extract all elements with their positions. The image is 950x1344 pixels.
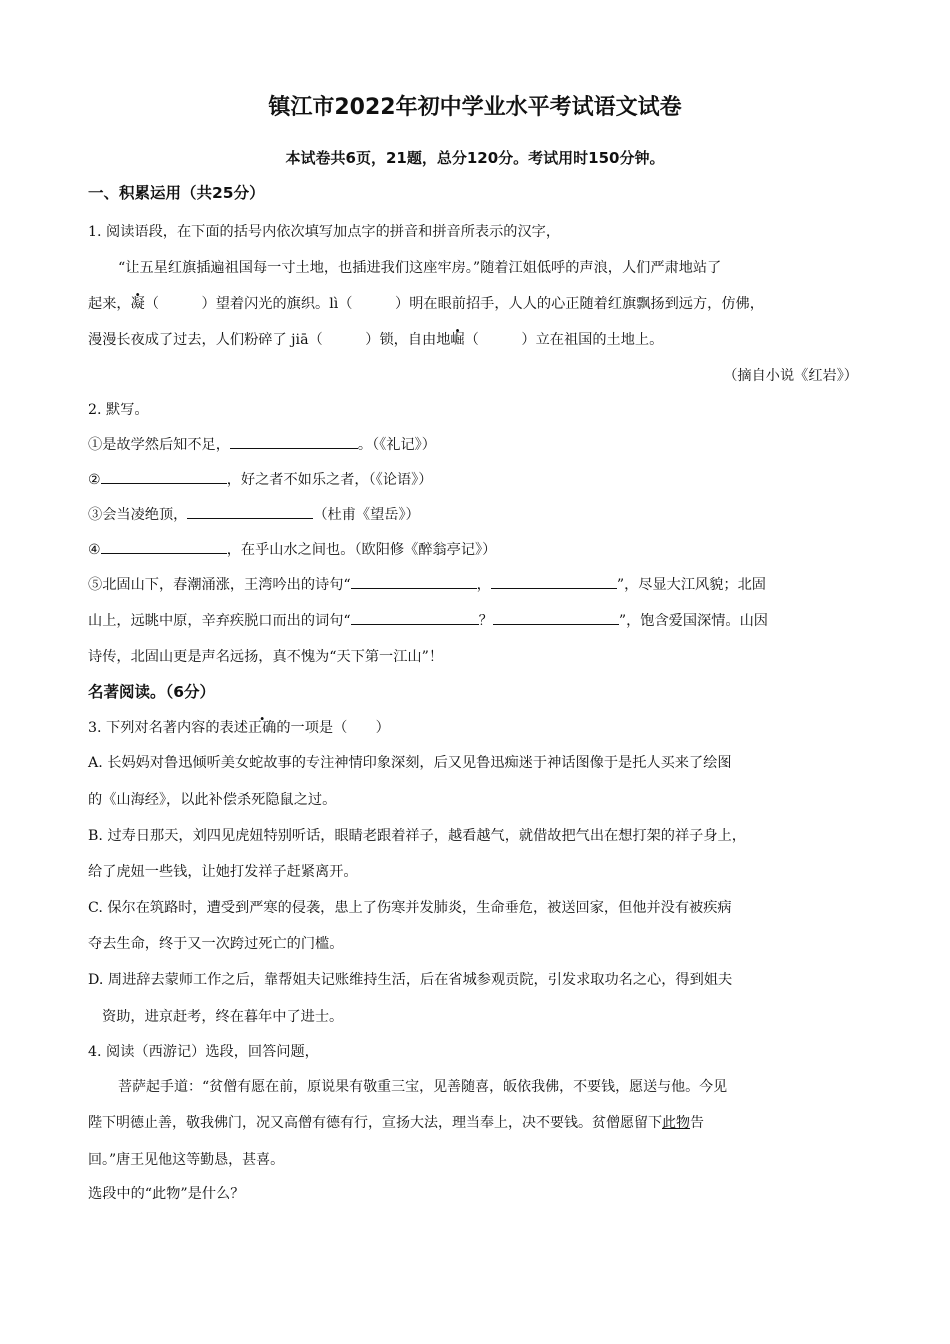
q2-item-5-text-a: ⑤北固山下，春潮涌涨，王湾吟出的诗句“	[88, 577, 351, 593]
q3-option-b-line-1: B. 过寿日那天，刘四见虎妞特别听话，眼睛老跟着祥子，越看越气，就借故把气出在想打架的祥子身上，	[88, 828, 746, 844]
answer-blank[interactable]	[230, 434, 358, 449]
q2-item-5-question: ？	[478, 613, 493, 629]
q2-item-5-line-1	[88, 574, 766, 595]
answer-blank[interactable]	[493, 610, 619, 625]
q3-stem	[88, 718, 390, 738]
q2-item-5-text-c: ”，尽显大江风貌；北固	[616, 577, 766, 593]
q2-item-1-source: 。（《礼记》）	[357, 437, 436, 453]
exam-title: 镇江市2022年初中学业水平考试语文试卷	[268, 95, 682, 120]
exam-subtitle: 本试卷共6页，21题，总分120分。考试用时150分钟。	[285, 149, 665, 167]
q2-item-3	[88, 504, 420, 525]
q2-item-2	[88, 469, 432, 490]
q4-passage-line-1: 菩萨起手道：“贫僧有愿在前，原说果有敬重三宝，见善随喜，皈依我佛，不要钱，愿送与他。今见	[118, 1079, 728, 1095]
q2-item-1	[88, 434, 436, 455]
q4-passage-line-2	[88, 1113, 704, 1133]
q3-option-b-line-2: 给了虎妞一些钱，让她打发祥子赶紧离开。	[88, 864, 358, 880]
q2-item-1-text: ①是故学然后知不足，	[88, 437, 230, 453]
q3-stem-text-b: 的一项是（ ）	[276, 720, 390, 736]
q1-line3-text-a: 漫漫长夜成了过去，人们粉碎了 jiā（ ）锁，自由地	[88, 332, 451, 348]
q3-option-a-line-2: 的《山海经》，以此补偿杀死隐鼠之过。	[88, 792, 337, 808]
answer-blank[interactable]	[351, 610, 479, 625]
q2-item-3-text: ③会当凌绝顶，	[88, 507, 188, 523]
q3-option-c-line-1: C. 保尔在筑路时，遭受到严寒的侵袭，患上了伤寒并发肺炎，生命垂危，被送回家，但他并没有被疾病	[88, 900, 732, 916]
q2-item-3-source: （杜甫《望岳》）	[313, 507, 420, 523]
q2-item-4	[88, 539, 496, 560]
q2-item-5-line-2	[88, 610, 768, 631]
q3-option-d-line-2: 资助，进京赶考，终在暮年中了进士。	[102, 1009, 344, 1025]
q4-underlined-word: 此物	[662, 1115, 690, 1131]
answer-blank[interactable]	[351, 574, 477, 589]
q1-stem: 1. 阅读语段，在下面的括号内依次填写加点字的拼音和拼音所表示的汉字，	[88, 224, 561, 240]
section-1-heading: 一、积累运用（共25分）	[88, 184, 265, 202]
q1-line2-text-a: 起来，	[88, 296, 131, 312]
q3-option-d-line-1: D. 周进辞去蒙师工作之后，靠帮姐夫记账维持生活，后在省城参观贡院，引发求取功名之心，得到姐夫	[88, 972, 733, 988]
q4-line2-text-a: 陛下明德止善，敬我佛门，况又高僧有德有行，宣扬大法，理当奉上，决不要钱。贫僧愿留下	[88, 1115, 662, 1131]
q2-item-4-marker: ④	[88, 542, 101, 558]
answer-blank[interactable]	[491, 574, 617, 589]
q1-dotted-char-2: 崛	[450, 332, 465, 348]
section-2-heading: 名著阅读。（6分）	[88, 683, 216, 701]
q1-passage-line-3	[88, 330, 663, 350]
q1-source: （摘自小说《红岩》）	[723, 368, 858, 384]
q4-stem: 4. 阅读（西游记）选段，回答问题，	[88, 1044, 319, 1060]
q4-passage-line-3: 回。”唐王见他这等勤恳，甚喜。	[88, 1152, 285, 1168]
q2-item-5-comma: ，	[476, 577, 491, 593]
q2-item-5-line-3: 诗传，北固山更是声名远扬，真不愧为“天下第一江山”！	[88, 649, 444, 665]
answer-blank[interactable]	[101, 539, 227, 554]
answer-blank[interactable]	[187, 504, 313, 519]
answer-blank[interactable]	[101, 469, 227, 484]
q1-passage-line-1: “让五星红旗插遍祖国每一寸土地，也插进我们这座牢房。”随着江姐低呼的声浪，人们严肃地站了	[118, 260, 722, 276]
q3-option-c-line-2: 夺去生命，终于又一次跨过死亡的门槛。	[88, 936, 344, 952]
q2-item-5-text-d: 山上，远眺中原，辛弃疾脱口而出的词句“	[88, 613, 351, 629]
q4-line2-text-b: 告	[690, 1115, 704, 1131]
q1-dotted-char-1: 凝	[130, 296, 145, 312]
q2-item-2-text: ，好之者不如乐之者，（《论语》）	[226, 472, 433, 488]
q1-line3-text-b: （ ）立在祖国的土地上。	[464, 332, 664, 348]
q2-stem: 2. 默写。	[88, 402, 149, 418]
q2-item-4-text: ，在乎山水之间也。（欧阳修《醉翁亭记》）	[226, 542, 497, 558]
q3-stem-text-a: 3. 下列对名著内容的表述	[88, 720, 248, 736]
q1-passage-line-2	[88, 294, 764, 314]
q2-item-5-text-f: ”，饱含爱国深情。山因	[618, 613, 768, 629]
q4-question: 选段中的“此物”是什么？	[88, 1186, 245, 1202]
q3-option-a-line-1: A. 长妈妈对鲁迅倾听美女蛇故事的专注神情印象深刻，后又见鲁迅痴迷于神话图像于是托人买来了绘图	[88, 755, 732, 771]
q3-dotted-word: 正确	[247, 720, 277, 736]
q1-line2-text-b: （ ）望着闪光的旗织。lì（ ）明在眼前招手，人人的心正随着红旗飘扬到远方，仿佛，	[144, 296, 764, 312]
q2-item-2-marker: ②	[88, 472, 101, 488]
